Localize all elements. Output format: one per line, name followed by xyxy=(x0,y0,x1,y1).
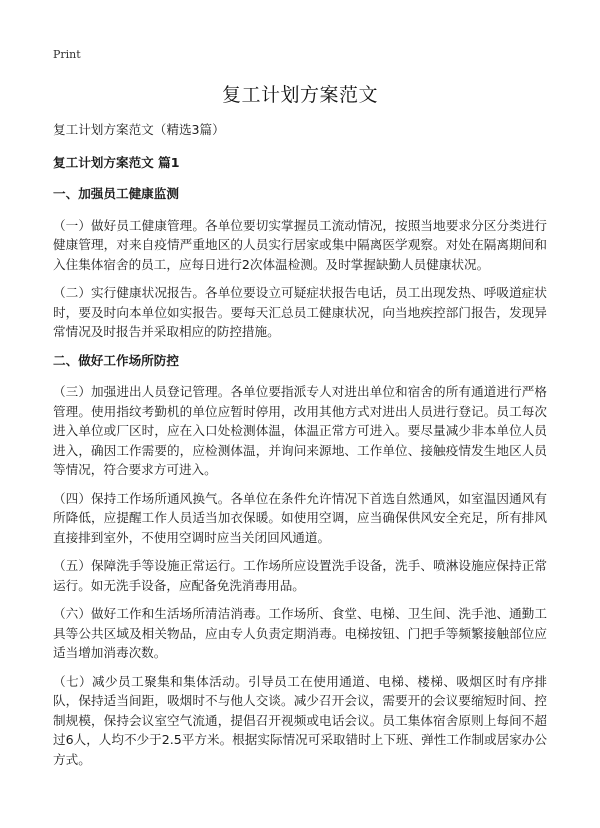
paragraph-disinfection: （六）做好工作和生活场所清洁消毒。工作场所、食堂、电梯、卫生间、洗手池、通勤工具等公共区域及相关物品，应由专人负责定期消毒。电梯按钮、门把手等频繁接触部位应适当增加消毒次数。 xyxy=(53,606,547,660)
section-heading-health: 一、加强员工健康监测 xyxy=(53,186,179,201)
paragraph-handwashing: （五）保障洗手等设施正常运行。工作场所应设置洗手设备，洗手、喷淋设施应保持正常运行。如无洗手设备，应配备免洗消毒用品。 xyxy=(53,558,547,593)
document-subtitle: 复工计划方案范文（精选3篇） xyxy=(53,122,225,137)
print-label[interactable]: Print xyxy=(53,48,81,61)
paragraph-health-report: （二）实行健康状况报告。各单位要设立可疑症状报告电话，员工出现发热、呼吸道症状时，要及时向本单位如实报告。要每天汇总员工健康状况，向当地疾控部门报告，发现异常情况及时报告并采取相应的防控措施。 xyxy=(53,285,547,339)
article-heading: 复工计划方案范文 篇1 xyxy=(53,154,180,170)
paragraph-entry-registration: （三）加强进出人员登记管理。各单位要指派专人对进出单位和宿舍的所有通道进行严格管理。使用指纹考勤机的单位应暂时停用，改用其他方式对进出人员进行登记。员工每次进入单位或厂区时，应在入口处检测体温，体温正常方可进入。要尽量减少非本单位人员进入，确因工作需要的，应检测体温，并询问来源地、工作单位、接触疫情发生地区人员等情况，符合要求方可进入。 xyxy=(53,384,547,477)
section-heading-workplace: 二、做好工作场所防控 xyxy=(53,352,179,368)
page-title: 复工计划方案范文 xyxy=(221,84,378,106)
paragraph-reduce-gathering: （七）减少员工聚集和集体活动。引导员工在使用通道、电梯、楼梯、吸烟区时有序排队，保持适当间距，吸烟时不与他人交谈。减少召开会议，需要开的会议要缩短时间、控制规模，保持会议室空气流通，提倡召开视频或电话会议。员工集体宿舍原则上每间不超过6人，人均不少于2.5平方米。根据实际情况可采取错时上下班、弹性工作制或居家办公方式。 xyxy=(53,673,548,767)
paragraph-ventilation: （四）保持工作场所通风换气。各单位在条件允许情况下首选自然通风，如室温因通风有所降低，应提醒工作人员适当加衣保暖。如使用空调，应当确保供风安全充足，所有排风直接排到室外，不使用空调时应当关闭回风通道。 xyxy=(53,490,547,545)
paragraph-health-management: （一）做好员工健康管理。各单位要切实掌握员工流动情况，按照当地要求分区分类进行健康管理，对来自疫情严重地区的人员实行居家或集中隔离医学观察。对处在隔离期间和入住集体宿舍的员工，应每日进行2次体温检测。及时掌握缺勤人员健康状况。 xyxy=(53,217,547,272)
document-body xyxy=(53,120,547,778)
